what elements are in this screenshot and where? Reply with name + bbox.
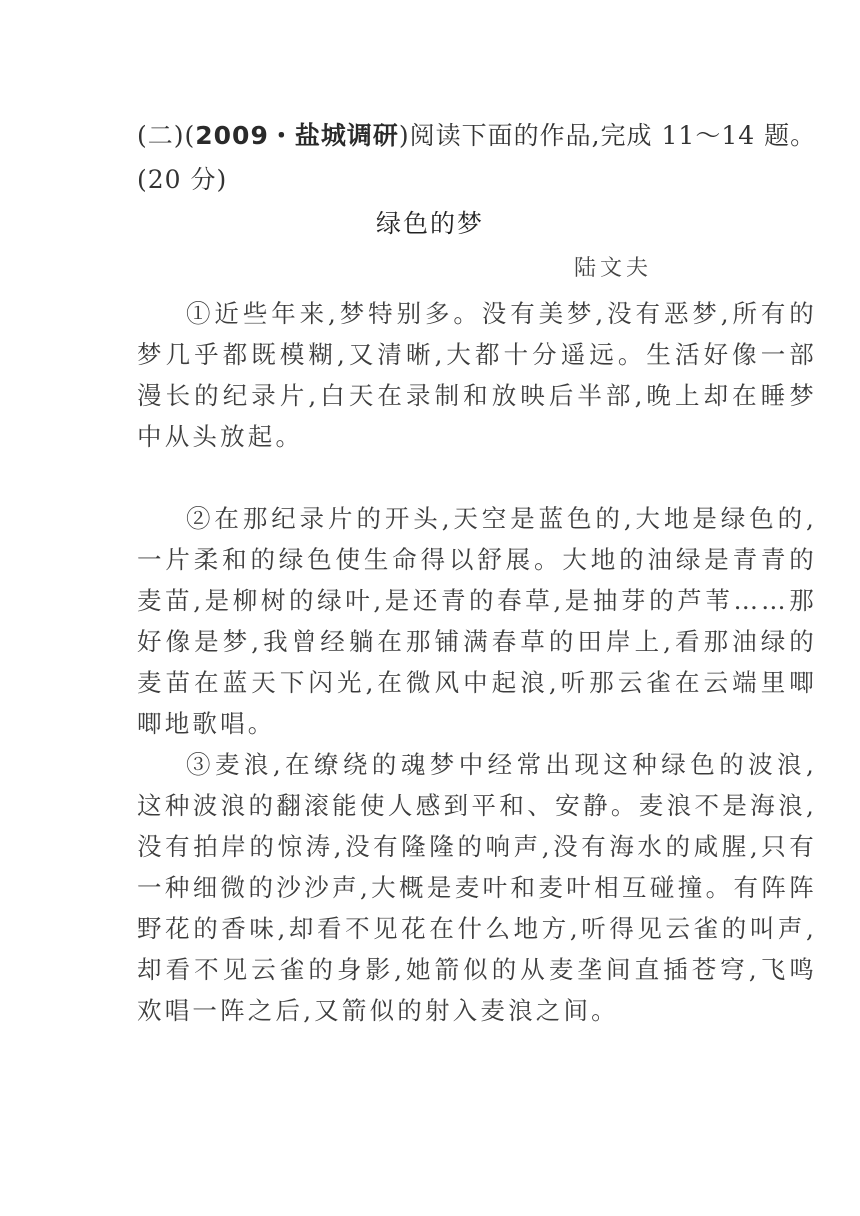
header-source: 2009・盐城调研 — [195, 121, 399, 150]
header-prefix: (二)( — [137, 121, 196, 150]
header-instruction: )阅读下面的作品,完成 11～14 题。(20 分) — [137, 121, 817, 194]
paragraph-3: ③麦浪,在缭绕的魂梦中经常出现这种绿色的波浪,这种波浪的翻滚能使人感到平和、安静。麦浪不是海浪,没有拍岸的惊涛,没有隆隆的响声,没有海水的咸腥,只有一种细微的沙沙声,大概是麦叶和麦叶相互碰撞。有阵阵野花的香味,却看不见花在什么地方,听得见云雀的叫声,却看不见云雀的身影,她箭似的从麦垄间直插苍穹,飞鸣欢唱一阵之后,又箭似的射入麦浪之间。 — [137, 750, 817, 1025]
article-author: 陆文夫 — [574, 256, 653, 281]
paragraph-1: ①近些年来,梦特别多。没有美梦,没有恶梦,所有的梦几乎都既模糊,又清晰,大都十分遥远。生活好像一部漫长的纪录片,白天在录制和放映后半部,晚上却在睡梦中从头放起。 — [137, 299, 817, 451]
question-header — [137, 114, 817, 202]
paragraph-2: ②在那纪录片的开头,天空是蓝色的,大地是绿色的,一片柔和的绿色使生命得以舒展。大地的油绿是青青的麦苗,是柳树的绿叶,是还青的春草,是抽芽的芦苇……那好像是梦,我曾经躺在那铺满春草的田岸上,看那油绿的麦苗在蓝天下闪光,在微风中起浪,听那云雀在云端里唧唧地歌唱。 — [137, 504, 817, 738]
article-title: 绿色的梦 — [375, 209, 484, 238]
